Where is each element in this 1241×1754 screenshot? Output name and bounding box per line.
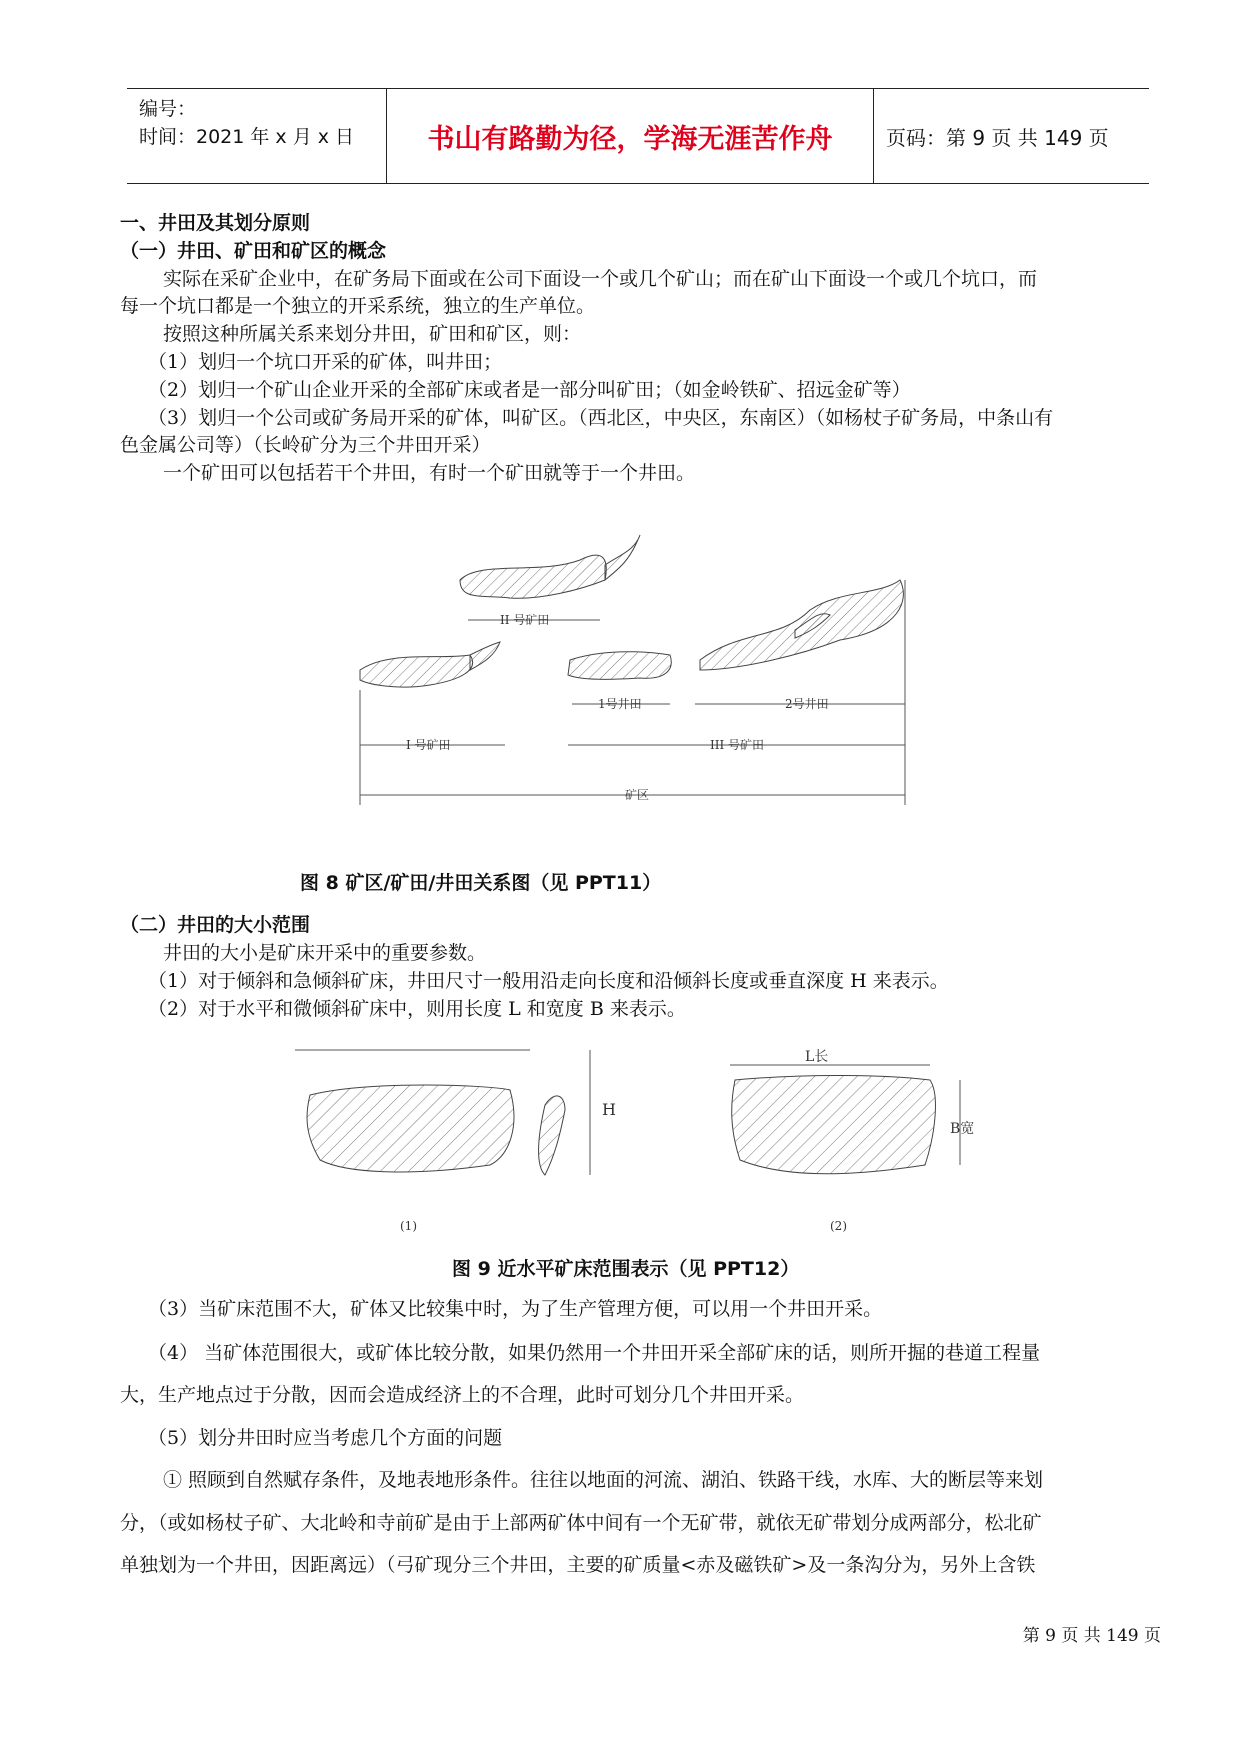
paragraph: （3）划归一个公司或矿务局开采的矿体，叫矿区。（西北区，中央区，东南区）（如杨杖子矿务局，中条山有 (148, 407, 1054, 429)
paragraph: （1）划归一个坑口开采的矿体，叫井田； (148, 351, 503, 373)
label-well-2: 2号井田 (785, 697, 829, 711)
orebody-i-b (470, 642, 500, 670)
section-heading: 一、井田及其划分原则 (120, 212, 311, 234)
label-l-length: L长 (805, 1049, 829, 1065)
paragraph: （5）划分井田时应当考虑几个方面的问题 (148, 1427, 503, 1449)
document-header (127, 88, 1149, 184)
paragraph: 单独划为一个井田，因距离远）（弓矿现分三个井田，主要的矿质量<赤及磁铁矿>及一条沟分为，另外上含铁 (120, 1554, 1036, 1576)
label-well-1: 1号井田 (598, 697, 642, 711)
orebody-shape-3 (732, 1075, 936, 1173)
label-field-iii: III 号矿田 (710, 738, 765, 752)
orebody-1 (568, 652, 671, 680)
orebody-i (360, 655, 473, 687)
figure-8-diagram (340, 520, 940, 860)
paragraph: 大，生产地点过于分散，因而会造成经济上的不合理，此时可划分几个井田开采。 (120, 1384, 805, 1406)
page-footer: 第 9 页 共 149 页 (1022, 1626, 1161, 1646)
time-label: 时间：2021 年 x 月 x 日 (139, 126, 355, 148)
figure-9-caption: 图 9 近水平矿床范围表示（见 PPT12） (452, 1258, 800, 1280)
paragraph: （4） 当矿体范围很大，或矿体比较分散，如果仍然用一个井田开采全部矿床的话，则所开掘的巷道工程量 (148, 1342, 1041, 1364)
orebody-shape-1 (307, 1085, 514, 1172)
header-motto: 书山有路勤为径，学海无涯苦作舟 (387, 89, 874, 183)
paragraph: ① 照顾到自然赋存条件，及地表地形条件。往往以地面的河流、湖泊、铁路干线，水库、大的断层等来划 (163, 1469, 1044, 1491)
paragraph: 色金属公司等）（长岭矿分为三个井田开采） (120, 434, 491, 456)
sub-label-2: (2) (830, 1219, 847, 1233)
subsection-heading: （一）井田、矿田和矿区的概念 (120, 240, 387, 262)
header-meta (127, 89, 387, 183)
header-page-info: 页码：第 9 页 共 149 页 (886, 125, 1109, 150)
orebody-ii-b (605, 535, 640, 580)
paragraph: （2）对于水平和微倾斜矿床中，则用长度 L 和宽度 B 来表示。 (148, 998, 686, 1020)
code-label: 编号： (139, 98, 197, 120)
paragraph: 实际在采矿企业中，在矿务局下面或在公司下面设一个或几个矿山；而在矿山下面设一个或几个坑口，而 (163, 268, 1038, 290)
paragraph: 分，（或如杨杖子矿、大北岭和寺前矿是由于上部两矿体中间有一个无矿带，就依无矿带划分成两部分，松北矿 (120, 1512, 1042, 1534)
label-field-ii: II 号矿田 (500, 613, 550, 627)
label-h: H (602, 1100, 616, 1119)
orebody-shape-2 (539, 1096, 565, 1175)
paragraph: （3）当矿床范围不大，矿体又比较集中时，为了生产管理方便，可以用一个井田开采。 (148, 1298, 883, 1320)
paragraph: （2）划归一个矿山企业开采的全部矿床或者是一部分叫矿田；（如金岭铁矿、招远金矿等） (148, 379, 911, 401)
paragraph: （1）对于倾斜和急倾斜矿床，井田尺寸一般用沿走向长度和沿倾斜长度或垂直深度 H 来表示。 (148, 970, 949, 992)
figure-8-caption: 图 8 矿区/矿田/井田关系图（见 PPT11） (300, 872, 662, 894)
paragraph: 按照这种所属关系来划分井田，矿田和矿区，则： (163, 323, 582, 345)
orebody-ii (460, 555, 606, 598)
paragraph: 每一个坑口都是一个独立的开采系统，独立的生产单位。 (120, 295, 596, 317)
label-field-i: I 号矿田 (406, 738, 451, 752)
label-mining-area: 矿区 (625, 788, 650, 802)
figure-9-diagram (290, 1035, 1010, 1235)
paragraph: 井田的大小是矿床开采中的重要参数。 (163, 942, 487, 964)
sub-label-1: (1) (400, 1219, 417, 1233)
subsection-heading: （二）井田的大小范围 (120, 914, 311, 936)
label-b-width: B宽 (950, 1121, 975, 1137)
paragraph: 一个矿田可以包括若干个井田，有时一个矿田就等于一个井田。 (163, 462, 696, 484)
